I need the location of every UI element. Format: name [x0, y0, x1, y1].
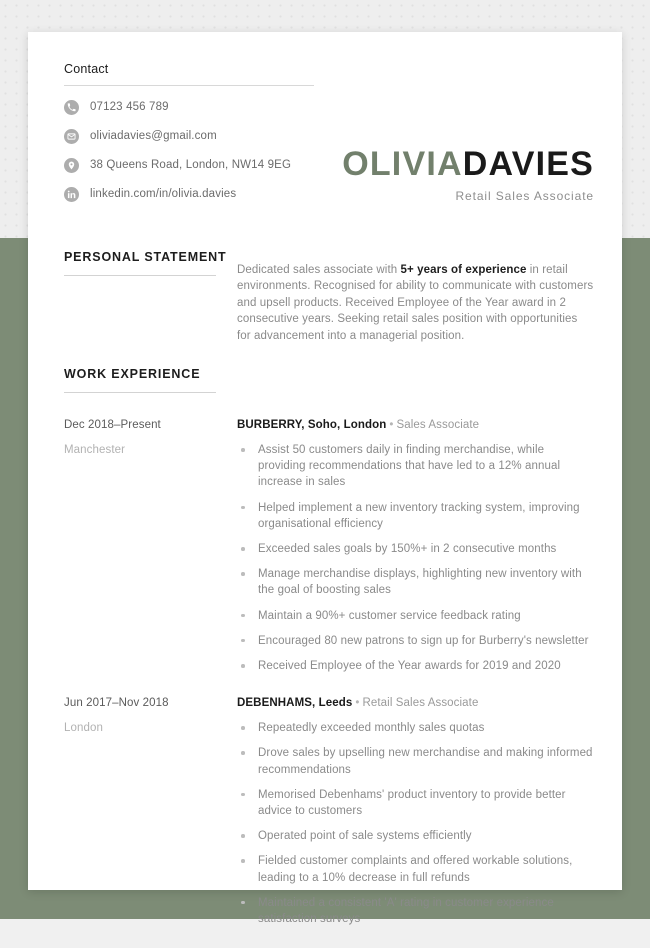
job-date-column: [64, 695, 237, 927]
job-subtitle: Retail Sales Associate: [455, 189, 594, 203]
linkedin-icon: [64, 187, 79, 202]
job-company: DEBENHAMS, Leeds: [237, 697, 353, 710]
personal-statement-title: PERSONAL STATEMENT: [64, 250, 227, 264]
contact-linkedin-value: linkedin.com/in/olivia.davies: [90, 188, 237, 200]
job-period: Dec 2018–Present: [64, 419, 161, 431]
work-experience-divider: [64, 392, 216, 393]
location-pin-icon: [64, 158, 79, 173]
personal-statement-divider: [64, 275, 216, 276]
job-detail-column: [237, 417, 594, 674]
contact-heading: Contact: [64, 62, 109, 76]
job-bullet: Received Employee of the Year awards for 2019 and 2020: [237, 658, 594, 674]
contact-phone-value: 07123 456 789: [90, 101, 169, 113]
job-title-line: [237, 695, 594, 711]
statement-lead: Dedicated sales associate with: [237, 263, 401, 276]
contact-item-email[interactable]: [64, 128, 314, 144]
envelope-icon: [64, 129, 79, 144]
job-separator-dot: •: [355, 697, 360, 710]
statement-highlight: 5+ years of experience: [400, 263, 527, 276]
phone-icon: [64, 100, 79, 115]
job-period: Jun 2017–Nov 2018: [64, 697, 169, 710]
job-city: Manchester: [64, 444, 126, 456]
job-bullet: Maintain a 90%+ customer service feedback rating: [237, 608, 594, 624]
job-entry: [64, 417, 594, 674]
contact-email-value: oliviadavies@gmail.com: [90, 130, 217, 142]
job-bullet-list: [237, 720, 594, 927]
contact-address-value: 38 Queens Road, London, NW14 9EG: [90, 159, 292, 171]
job-role: Sales Associate: [396, 419, 480, 431]
job-bullet: Helped implement a new inventory tracking system, improving organisational efficiency: [237, 500, 594, 532]
job-bullet: Repeatedly exceeded monthly sales quotas: [237, 720, 594, 736]
personal-statement-body-column: [237, 250, 594, 356]
resume-name-header: [342, 145, 594, 203]
job-bullet: Exceeded sales goals by 150%+ in 2 consecutive months: [237, 541, 594, 557]
page-title: [342, 145, 594, 183]
job-date-column: [64, 417, 237, 674]
job-bullet: Drove sales by upselling new merchandise and making informed recommendations: [237, 745, 594, 777]
job-bullet: Manage merchandise displays, highlighting new inventory with the goal of boosting sales: [237, 566, 594, 598]
job-role: Retail Sales Associate: [362, 697, 479, 710]
job-entry: [64, 695, 594, 927]
job-bullet: Assist 50 customers daily in finding merchandise, while providing recommendations that have led to a 12% annual increase in sales: [237, 442, 594, 491]
job-list: [64, 417, 594, 927]
job-bullet-list: [237, 442, 594, 674]
job-city: London: [64, 722, 103, 735]
job-detail-column: [237, 695, 594, 927]
job-separator-dot: •: [389, 419, 394, 431]
work-experience-title: WORK EXPERIENCE: [64, 367, 201, 381]
personal-statement-body: [237, 262, 594, 345]
personal-statement-heading-column: [64, 250, 237, 356]
job-bullet: Maintained a consistent 'A' rating in customer experience satisfaction surveys: [237, 895, 594, 927]
work-experience-section: [64, 367, 594, 948]
job-company: BURBERRY, Soho, London: [237, 419, 387, 431]
job-title-line: [237, 417, 594, 433]
contact-divider: [64, 85, 314, 86]
job-bullet: Operated point of sale systems efficiently: [237, 828, 594, 844]
last-name: DAVIES: [462, 145, 594, 183]
contact-item-linkedin[interactable]: [64, 186, 314, 202]
contact-list: [64, 99, 314, 202]
personal-statement-section: [64, 250, 594, 356]
contact-item-address[interactable]: [64, 157, 314, 173]
contact-item-phone[interactable]: [64, 99, 314, 115]
resume-page: [28, 32, 622, 926]
first-name: OLIVIA: [342, 145, 463, 183]
statement-rest: in retail environments. Recognised for ability to communicate with customers and upsell products. Received Employee of the Year award in 2 consecutive years. Seeking retail sales position with opportunities for advancement into a managerial position.: [237, 263, 594, 342]
job-bullet: Memorised Debenhams' product inventory to provide better advice to customers: [237, 787, 594, 819]
job-bullet: Encouraged 80 new patrons to sign up for Burberry's newsletter: [237, 633, 594, 649]
job-bullet: Fielded customer complaints and offered workable solutions, leading to a 10% decrease in full refunds: [237, 853, 594, 885]
